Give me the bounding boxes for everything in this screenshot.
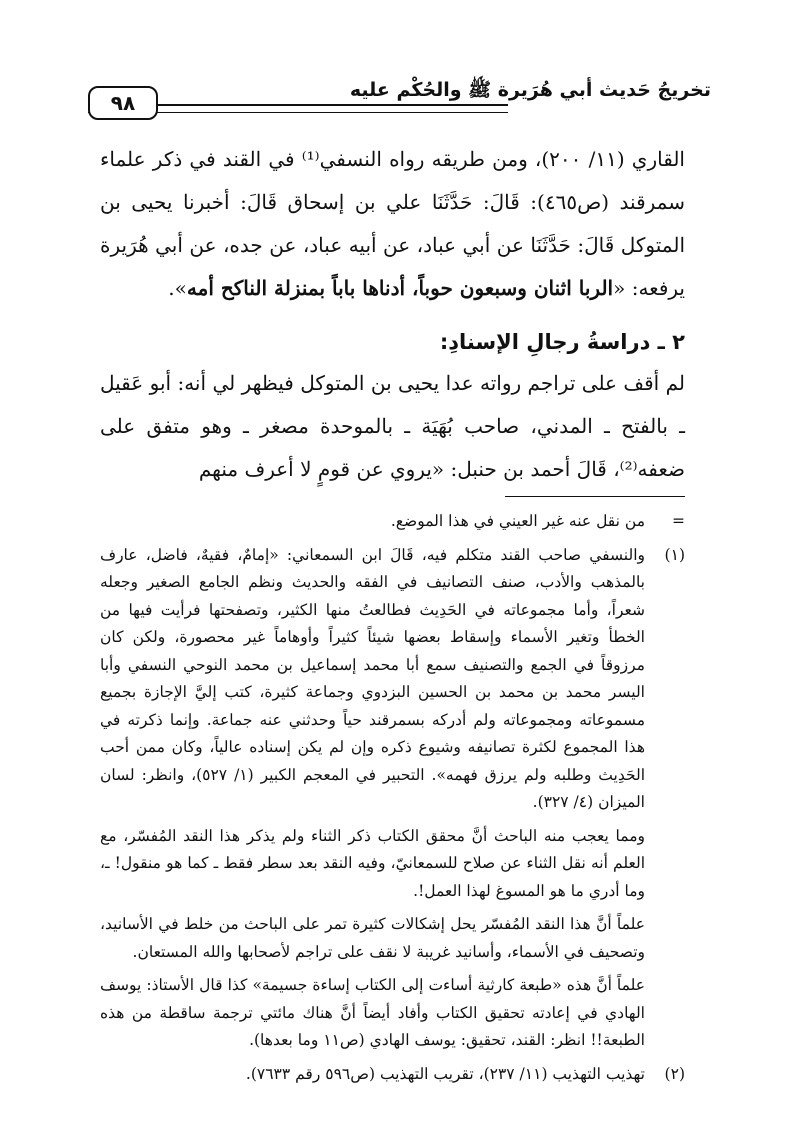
footnote-2 [100, 1061, 685, 1089]
footnote-text: والنسفي صاحب القند متكلم فيه، قَالَ ابن السمعاني: «إمامٌ، فقيهٌ، فاضل، عارف بالمذهب والأدب، صنف التصانيف في الفقه والحديث ونظم الجامع الصغير وجعله شعراً، وأما مجموعاته في الحَدِيث فطالعتُ منها الكثير، وتصفحتها فرأيت فيها من الخطأ وتغير الأسماء وإسقاط بعضها شيئاً كثيراً وأوهاماً غير محصورة، ولكن كان مرزوقاً في الجمع والتصنيف سمع أبا محمد إسماعيل بن محمد النوحي النسفي وأبا اليسر محمد بن محمد بن الحسين البزدوي وجماعة كثيرة، كتب إليَّ الإجازة بجميع مسموعاته ومجموعاته ولم أدركه بسمرقند حياً وحدثني عنه جماعة. وإنما ذكرته في هذا المجموع لكثرة تصانيفه وشيوع ذكره وإن لم يكن إسناده عالياً، وكان ممن أحب الحَدِيث وطلبه ولم يرزق فهمه». التحبير في المعجم الكبير (١/ ٥٢٧)، وانظر: لسان الميزان (٤/ ٣٢٧). [100, 545, 646, 811]
footnote-marker: (٢) [664, 1064, 685, 1083]
paragraph-2: لم أقف على تراجم رواته عدا يحيى بن المتوكل فيظهر لي أنه: أبو عَقيل ـ بالفتح ـ المدني، صاحب بُهَيَة ـ بالموحدة مصغر ـ وهو متفق على ضعفه⁽²⁾، قَالَ أحمد بن حنبل: «يروي عن قومٍ لا أعرف منهم [100, 371, 685, 481]
section-heading: ٢ ـ دراسةُ رجالِ الإسنادِ: [439, 330, 685, 354]
footnote-separator [505, 496, 685, 497]
footnotes [100, 508, 685, 1094]
footnote-marker: (١) [664, 545, 685, 564]
paragraph-1 [100, 138, 685, 310]
running-header [88, 72, 717, 120]
paragraph-1-end: ». [168, 276, 187, 300]
page-number: ٩٨ [88, 86, 158, 120]
header-title: تخريجُ حَديث أبي هُرَيرة ﷺ والحُكْم عليه [349, 79, 711, 101]
main-text [100, 138, 685, 491]
footnote-text: تهذيب التهذيب (١١/ ٢٣٧)، تقريب التهذيب (ص٥٩٦ رقم ٧٦٣٣). [245, 1064, 645, 1083]
footnote-marker: = [672, 512, 685, 530]
paragraph-1-text: القاري (١١/ ٢٠٠)، ومن طريقه رواه النسفي⁽¹⁾ في القند في ذكر علماء سمرقند (ص٤٦٥): قَالَ: حَدَّثَنَا علي بن إسحاق قَالَ: أخبرنا يحيى بن المتوكل قَالَ: حَدَّثَنَا عن أبي عباد، عن أبيه عباد، عن جده، عن أبي هُرَيرة يرفعه: « [100, 147, 685, 300]
footnote-1 [100, 542, 685, 817]
footnote-1-paragraph-4: علماً أنَّ هذه «طبعة كارثية أساءت إلى الكتاب إساءة جسيمة» كذا قال الأستاذ: يوسف الهادي في إعادته تحقيق الكتاب وأفاد أيضاً أنَّ هناك مائتي ترجمة ساقطة من هذه الطبعة!! انظر: القند، تحقيق: يوسف الهادي (ص١١ وما بعدها). [100, 976, 645, 1049]
footnote-text: من نقل عنه غير العيني في هذا الموضع. [390, 512, 645, 530]
footnote-1-paragraph-3: علماً أنَّ هذا النقد المُفسّر يحل إشكالات كثيرة تمر على الباحث من خلط في الأسانيد، وتصحيف في الأسماء، وأسانيد غريبة لا نقف على تراجم لأصحابها والله المستعان. [100, 915, 645, 961]
hadith-text: الربا اثنان وسبعون حوباً، أدناها باباً بمنزلة الناكح أمه [186, 276, 614, 300]
footnote-continuation [100, 508, 685, 536]
footnote-1-paragraph-2: ومما يعجب منه الباحث أنَّ محقق الكتاب ذكر الثناء ولم يذكر هذا النقد المُفسّر، مع العلم أنه نقل الثناء عن صلاح للسمعانيّ، وفيه النقد بعد سطر فقط ـ كما هو منقول! ـ، وما أدري ما هو المسوغ لهذا العمل!. [100, 826, 645, 900]
